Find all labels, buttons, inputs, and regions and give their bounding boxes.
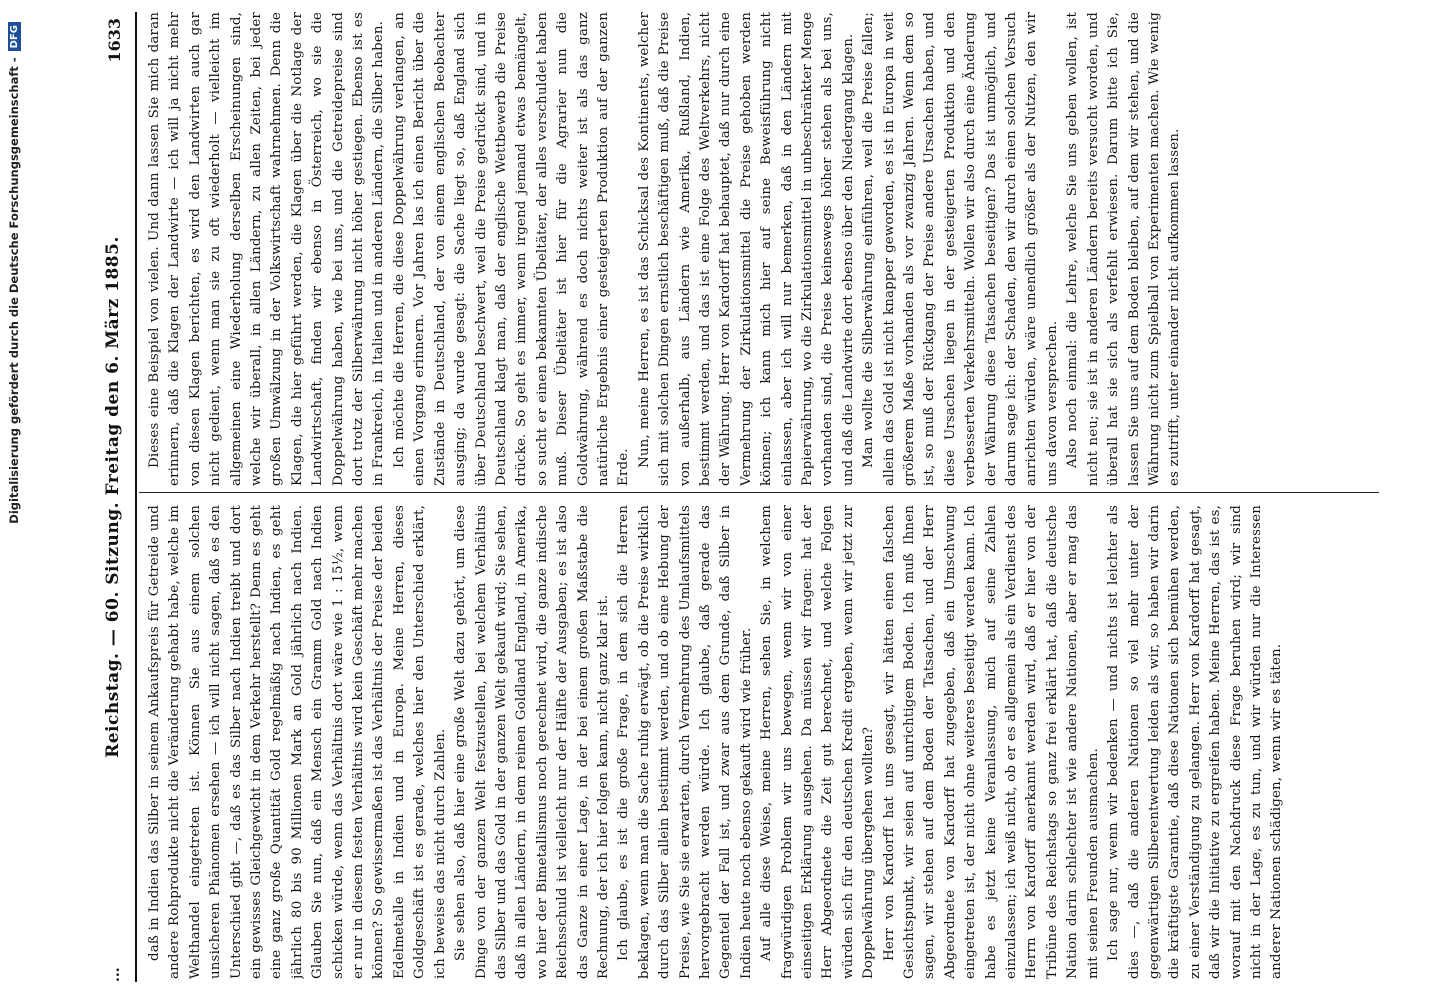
paragraph: Nun, meine Herren, es ist das Schicksal des Kontinents, welcher sich mit solchen Dingen ernstlich beschäftigen muß, daß die Preise von außerhalb, aus Ländern wie Amerika, Rußland, Indien, bestimmt werden, und das ist eine Folge des Weltverkehrs, nicht der Währung. Herr von Kardorff hat behauptet, daß nur durch eine Vermehrung der Zirkulationsmittel die Preise gehoben werden können; ich kann mich hier auf seine Beweisführung nicht einlassen, aber ich will nur bemerken, daß in den Ländern mit Papierwährung, wo die Zirkulationsmittel in unbeschränkter Menge vorhanden sind, die Preise keineswegs höher stehen als bei uns, und daß die Landwirte dort ebenso über den Niedergang klagen. — [636, 12, 856, 486]
paragraph: Sie sehen also, daß hier eine große Welt dazu gehört, um diese Dinge von der ganzen Welt festzustellen, bei welchem Verhältnis das Silber und das Gold in der ganzen Welt gekauft wird; Sie sehen, daß in allen Ländern, in dem reinen Goldland England, in Amerika, wo hier der Bimetallismus noch gerechnet wird, die ganze indische Reichsschuld ist vielleicht nur der Hälfte der Ausgaben; es ist also das Ganze in einer Lage, in der bei einem großen Maßstabe die Rechnung, der ich hier folgen kann, nicht ganz klar ist. — [453, 505, 611, 979]
paragraph: Ich sage nur, wenn wir bedenken — und nichts ist leichter als dies —, daß die anderen Nationen so viel mehr unter der gegenwärtigen Silberentwertung leiden als wir, so haben wir darin die kräftigste Garantie, daß diese Nationen sich bemühen werden, zu einer Verständigung zu gelangen. Herr von Kardorff hat gesagt, daß wir die Initiative zu ergreifen haben. Meine Herren, das ist es, worauf mit den Nachdruck diese Frage beruhen wird; wir sind nicht in der Lage, es zu tun, und wir würden nur die Interessen anderer Nationen schädigen, wenn wir es täten. — [1106, 505, 1285, 979]
digitization-note: Digitalisierung gefördert durch die Deutsche Forschungsgemeinschaft - — [7, 57, 21, 524]
dfg-logo: DFG — [8, 22, 21, 51]
page-content — [95, 12, 1380, 982]
column-divider — [139, 492, 1379, 493]
page-number: 1633 — [105, 18, 124, 63]
paragraph: Auf alle diese Weise, meine Herren, sehen Sie, in welchem fragwürdigen Problem wir uns bewegen, wenn wir von einer einseitigen Erklärung ausgehen. Da müssen wir fragen: hat der Herr Abgeordnete die Zeit gut berechnet, und welche Folgen würden sich für den deutschen Kredit ergeben, wenn wir jetzt zur Doppelwährung übergehen wollten? — [759, 505, 877, 979]
marginal-dots: ... — [107, 967, 123, 982]
page-title: Reichstag. — 60. Sitzung. Freitag den 6. März 1885. — [103, 236, 123, 758]
paragraph: Ich möchte die Herren, die diese Doppelwährung verlangen, an einen Vorgang erinnern. Vor Jahren las ich einen Bericht über die Zustände in Deutschland, der von einem englischen Beobachter ausging; da wurde gesagt: die Sache liegt so, daß England sich über Deutschland beschwert, weil die Preise gedrückt sind, und in Deutschland klagt man, daß der englische Wettbewerb die Preise drücke. So geht es immer, wenn irgend jemand etwas bemängelt, so sucht er einen bekannten Übeltäter, der alles verschuldet haben muß. Dieser Übeltäter ist hier für die Agrarier nun die Goldwährung, während es doch nichts weiter ist als das ganz natürliche Ergebnis einer gesteigerten Produktion auf der ganzen Erde. — [391, 12, 632, 486]
page-header — [95, 12, 133, 982]
header-rule — [135, 12, 137, 982]
paragraph: daß in Indien das Silber in seinem Ankaufspreis für Getreide und andere Rohprodukte nicht die Veränderung gehabt habe, welche im Welthandel eingetreten ist. Können Sie aus einem solchen unsicheren Phänomen ersehen — ich will nicht sagen, daß es den Unterschied gibt —, daß es das Silber nach Indien treibt und dort ein gewisses Gleichgewicht in dem Verkehr herstellt? Denn es geht eine ganz große Quantität Gold regelmäßig nach Indien, es geht jährlich 80 bis 90 Millionen Mark an Gold jährlich nach Indien. Glauben Sie nun, daß ein Mensch ein Gramm Gold nach Indien schicken würde, wenn das Verhältnis dort wäre wie 1 : 15½, wenn er nur in diesem festen Verhältnis wird kein Geschäft mehr machen können? So gewissermaßen ist das Verhältnis der Preise der beiden Edelmetalle in Indien und in Europa. Meine Herren, dieses Goldgeschäft ist es gerade, welches hier den Unterschied erklärt, ich beweise das nicht durch Zahlen. — [147, 505, 448, 979]
paragraph: Man wollte die Silberwährung einführen, weil die Preise fallen; allein das Gold ist nicht knapper geworden, es ist in Europa in weit größerem Maße vorhanden als vor zwanzig Jahren. Wenn dem so ist, so muß der Rückgang der Preise andere Ursachen haben, und diese Ursachen liegen in der gesteigerten Produktion und den verbesserten Verkehrsmitteln. Wollen wir also durch eine Änderung der Währung diese Tatsachen beseitigen? Das ist unmöglich, und darum sage ich: der Schaden, den wir durch einen solchen Versuch anrichten würden, wäre unendlich größer als der Nutzen, den wir uns davon versprechen. — [861, 12, 1060, 486]
right-column — [145, 12, 1377, 486]
left-column — [145, 505, 1377, 979]
paragraph: Also noch einmal: die Lehre, welche Sie uns geben wollen, ist nicht neu; sie ist in anderen Ländern bereits versucht worden, und überall hat sie sich als verfehlt erwiesen. Darum bitte ich Sie, lassen Sie uns auf dem Boden bleiben, auf dem wir stehen, und die Währung nicht zum Spielball von Experimenten machen. Wie wenig es zutrifft, unter einander nicht aufkommen lassen. — [1065, 12, 1183, 486]
digitization-footer — [0, 0, 28, 1000]
paragraph: Herr von Kardorff hat uns gesagt, wir hätten einen falschen Gesichtspunkt, wir seien auf unrichtigem Boden. Ich muß Ihnen sagen, wir stehen auf dem Boden der Tatsachen, und der Herr Abgeordnete von Kardorff hat zugegeben, daß ein Umschwung eingetreten ist, der nicht ohne weiteres beseitigt werden kann. Ich habe es jetzt keine Veranlassung, mich auf seine Zahlen einzulassen; ich weiß nicht, ob er es allgemein als ein Verdienst des Herrn von Kardorff anerkannt werden wird, daß er hier von der Tribüne des Reichstags so ganz frei erklärt hat, daß die deutsche Nation darin schlechter ist wie andere Nationen, aber er mag das mit seinen Freunden ausmachen. — [881, 505, 1101, 979]
paragraph: Dieses eine Beispiel von vielen. Und dann lassen Sie mich daran erinnern, daß die Klagen der Landwirte — ich will ja nicht mehr von diesen Klagen berichten, es wird den Landwirten auch gar nicht gedient, wenn man sie zu oft wiederholt — vielleicht im allgemeinen eine Wiederholung derselben Erscheinungen sind, welche wir überall, in allen Ländern, zu allen Zeiten, bei jeder großen Umwälzung in der Volkswirtschaft wahrnehmen. Denn die Klagen, die hier geführt werden, die Klagen über die Notlage der Landwirtschaft, finden wir ebenso in Österreich, wo sie die Doppelwährung haben, wie bei uns, und die Getreidepreise sind dort trotz der Silberwährung nicht höher gestiegen. Ebenso ist es in Frankreich, in Italien und in anderen Ländern, die Silber haben. — [147, 12, 387, 486]
paragraph: Ich glaube, es ist die große Frage, in dem sich die Herren beklagen, wenn man die Sache ruhig erwägt, ob die Preise wirklich durch das Silber allein bestimmt werden, und ob eine Hebung der Preise, wie Sie sie erwarten, durch Vermehrung des Umlaufsmittels hervorgebracht werden würde. Ich glaube, daß gerade das Gegenteil der Fall ist, und zwar aus dem Grunde, daß Silber in Indien heute noch ebenso gekauft wird wie früher. — [616, 505, 754, 979]
